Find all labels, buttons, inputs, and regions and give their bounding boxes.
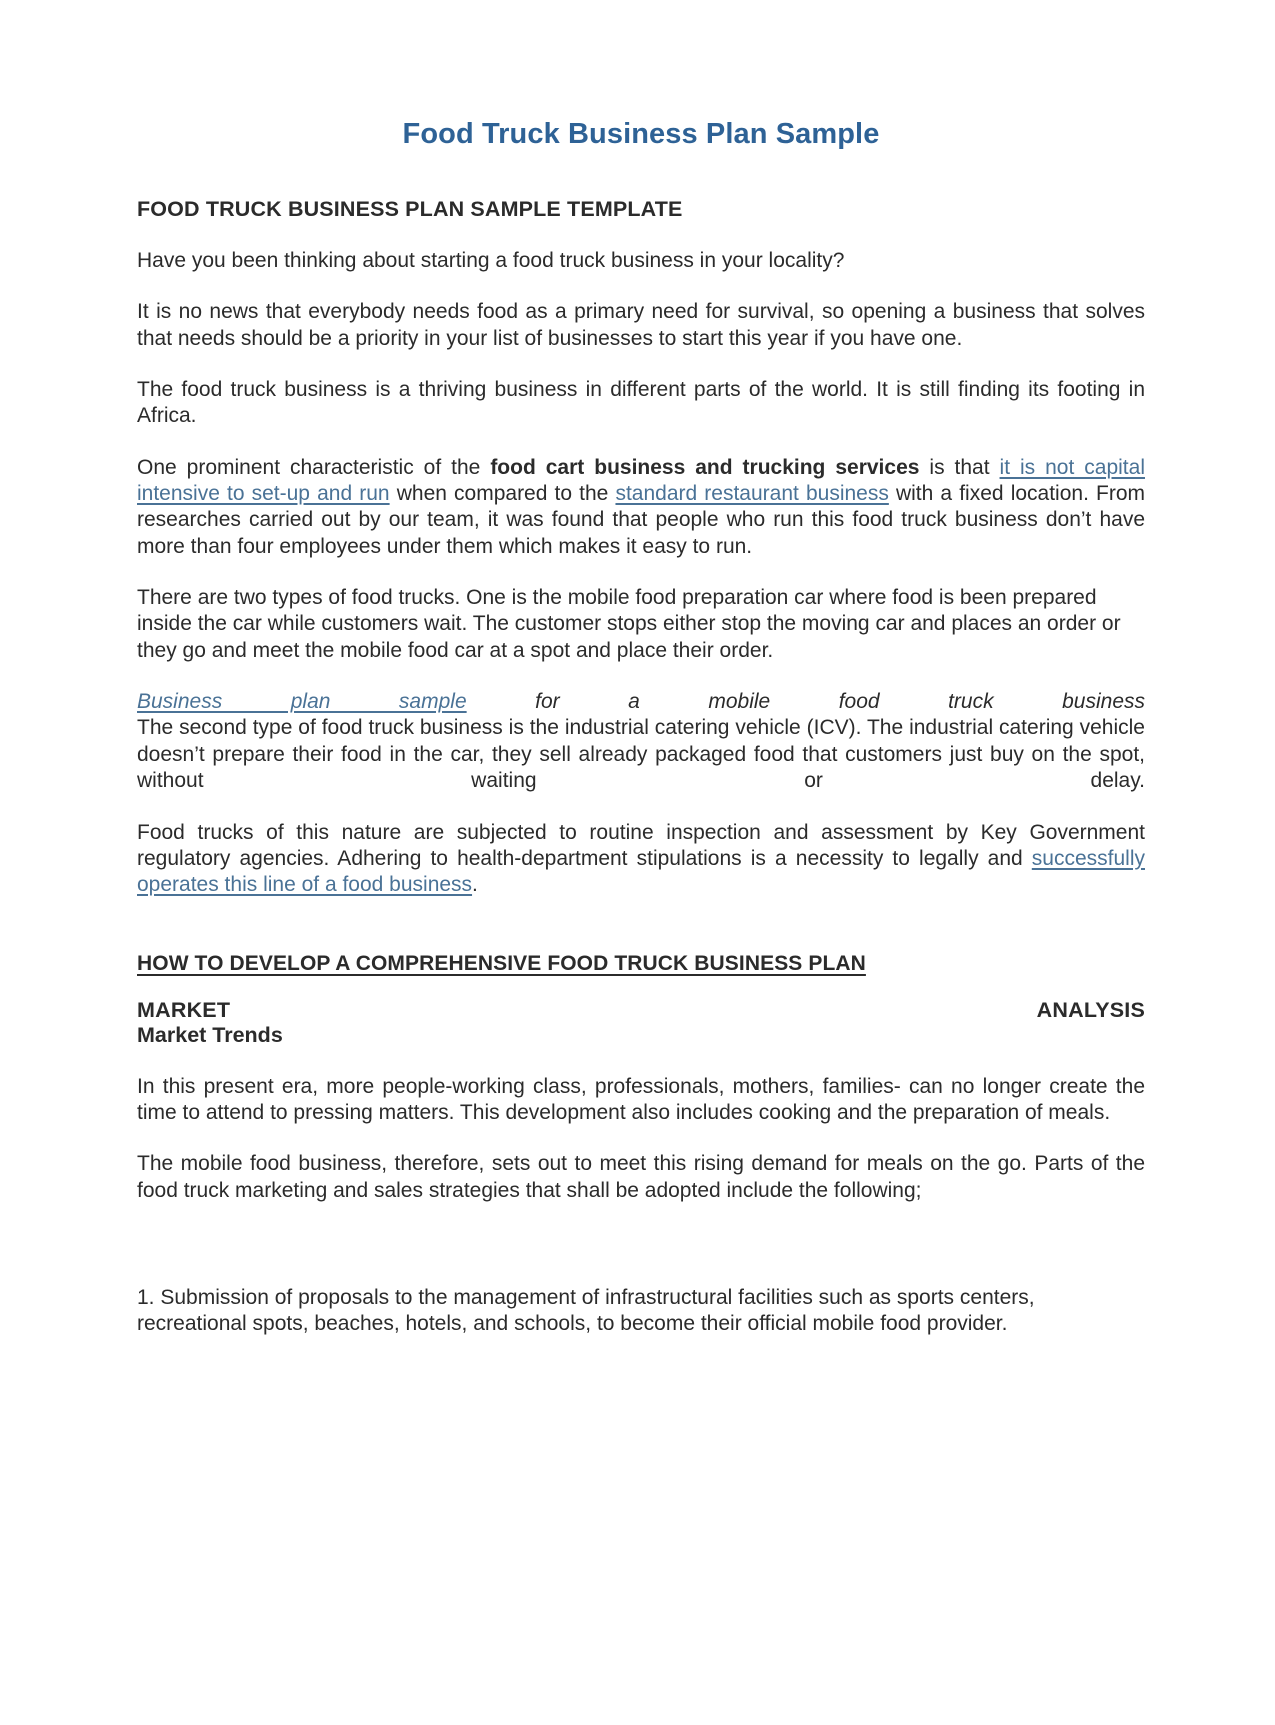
section-heading-how-to-develop: HOW TO DEVELOP A COMPREHENSIVE FOOD TRUCK BUSINESS PLAN — [137, 951, 866, 975]
analysis-label: ANALYSIS — [1036, 997, 1145, 1022]
italic-mobile-food-truck-business: for a mobile food truck business — [466, 690, 1145, 714]
paragraph-list-item-1: 1. Submission of proposals to the management of infrastructural facilities such as sports centers, recreational spots, beaches, hotels, and schools, to become their official mobile food provider. — [137, 1285, 1035, 1336]
paragraph-routine-inspection — [137, 820, 1145, 899]
bold-food-cart-business: food cart business and trucking services — [490, 455, 920, 479]
paragraph-primary-need: It is no news that everybody needs food as a primary need for survival, so opening a business that solves that needs should be a priority in your list of businesses to start this year if you have one. — [137, 300, 1145, 350]
spacer — [137, 1229, 1145, 1285]
paragraph-prominent-characteristic — [137, 455, 1145, 560]
text-fragment: when compared to the — [389, 482, 616, 506]
paragraph-intro-question: Have you been thinking about starting a food truck business in your locality? — [137, 249, 845, 272]
link-standard-restaurant-business[interactable]: standard restaurant business — [615, 482, 889, 506]
text-fragment: The second type of food truck business is the industrial catering vehicle (ICV). The industrial catering vehicle doesn’t prepare their food in the car, they sell already packaged food that customers just buy on the spot, without waiting or delay. — [137, 716, 1145, 793]
market-trends-subheading: Market Trends — [137, 1022, 283, 1047]
text-fragment: . — [472, 873, 478, 897]
paragraph-present-era: In this present era, more people-working class, professionals, mothers, families- can no longer create the time to attend to pressing matters. This development also includes cooking and the preparation of meals. — [137, 1074, 1145, 1124]
market-label: MARKET — [137, 997, 231, 1022]
text-fragment: One prominent characteristic of the — [137, 455, 491, 479]
market-analysis-heading — [137, 998, 1145, 1023]
link-business-plan-sample[interactable]: Business plan sample — [137, 690, 467, 714]
link-capital-intensive[interactable]: it is not capital intensive to set-up and run — [137, 455, 1145, 506]
text-fragment: is that — [919, 455, 1000, 479]
template-heading: FOOD TRUCK BUSINESS PLAN SAMPLE TEMPLATE — [137, 197, 683, 221]
text-fragment: with a fixed location. From researches carried out by our team, it was found that people who run this food truck business don’t have more than four employees under them which makes it easy to run. — [137, 482, 1146, 558]
page-title: Food Truck Business Plan Sample — [402, 118, 880, 150]
link-successfully-operates[interactable]: successfully operates this line of a food business — [137, 846, 1145, 897]
paragraph-second-type — [137, 689, 1145, 794]
text-fragment: Food trucks of this nature are subjected to routine inspection and assessment by Key Government regulatory agencies. Adhering to health-department stipulations is a necessity to legally and — [137, 820, 1145, 870]
paragraph-two-types: There are two types of food trucks. One is the mobile food preparation car where food is been prepared inside the car while customers wait. The customer stops either stop the moving car and places an order or they go and meet the mobile food car at a spot and place their order. — [137, 586, 1121, 662]
paragraph-mobile-food-business: The mobile food business, therefore, sets out to meet this rising demand for meals on the go. Parts of the food truck marketing and sales strategies that shall be adopted include the following; — [137, 1152, 1145, 1202]
paragraph-thriving-business: The food truck business is a thriving business in different parts of the world. It is still finding its footing in Africa. — [137, 378, 1145, 428]
